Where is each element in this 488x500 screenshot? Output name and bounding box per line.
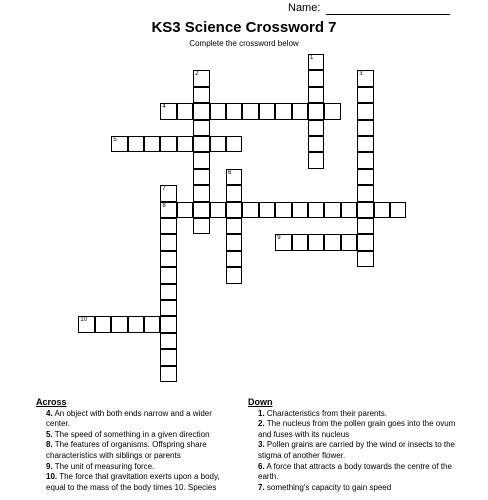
grid-cell[interactable] (324, 103, 340, 119)
grid-cell[interactable] (308, 152, 324, 168)
grid-cell[interactable] (357, 87, 373, 103)
clue-down-2: 2. The nucleus from the pollen grain goes into the ovum and fuses with its nucleus (258, 419, 456, 439)
grid-cell[interactable] (226, 234, 242, 250)
clue-down-3: 3. Pollen grains are carried by the wind or insects to the stigma of another flower. (258, 440, 456, 460)
page-title: KS3 Science Crossword 7 (151, 19, 337, 36)
page-subtitle: Complete the crossword below (189, 39, 299, 48)
grid-cell[interactable] (160, 234, 176, 250)
grid-cell[interactable] (193, 218, 209, 234)
clue-down-1: 1. Characteristics from their parents. (258, 408, 387, 418)
grid-cell[interactable] (226, 185, 242, 201)
clue-across-5: 5. The speed of something in a given direction (46, 429, 210, 439)
grid-cell[interactable] (160, 202, 176, 218)
cell-number: 7 (162, 186, 166, 193)
grid-cell[interactable] (160, 300, 176, 316)
grid-cell[interactable] (357, 136, 373, 152)
grid-cell[interactable] (242, 103, 258, 119)
grid-cell[interactable] (242, 202, 258, 218)
cell-number: 2 (195, 71, 199, 78)
grid-cell[interactable] (226, 218, 242, 234)
grid-cell[interactable] (292, 202, 308, 218)
cell-number: 9 (277, 235, 281, 242)
grid-cell[interactable] (160, 349, 176, 365)
grid-cell[interactable] (193, 169, 209, 185)
grid-cell[interactable] (308, 234, 324, 250)
clue-across-4: 4. An object with both ends narrow and a wider center. (46, 408, 212, 429)
grid-cell[interactable] (193, 70, 209, 86)
grid-cell[interactable] (177, 103, 193, 119)
cell-number: 8 (162, 202, 166, 209)
grid-cell[interactable] (128, 316, 144, 332)
grid-cell[interactable] (160, 316, 176, 332)
cell-number: 4 (162, 104, 166, 111)
grid-cell[interactable] (341, 202, 357, 218)
grid-cell[interactable] (357, 103, 373, 119)
grid-cell[interactable] (226, 267, 242, 283)
grid-cell[interactable] (226, 103, 242, 119)
grid-cell[interactable] (128, 136, 144, 152)
grid-cell[interactable] (357, 185, 373, 201)
grid-cell[interactable] (357, 120, 373, 136)
name-label: Name: (288, 2, 321, 14)
cell-number: 6 (228, 169, 232, 176)
grid-cell[interactable] (177, 202, 193, 218)
grid-cell[interactable] (193, 103, 209, 119)
grid-cell[interactable] (160, 185, 176, 201)
grid-cell[interactable] (193, 87, 209, 103)
grid-cell[interactable] (111, 136, 127, 152)
cell-number: 10 (80, 317, 88, 324)
grid-cell[interactable] (259, 202, 275, 218)
grid-cell[interactable] (95, 316, 111, 332)
grid-cell[interactable] (226, 169, 242, 185)
grid-cell[interactable] (111, 316, 127, 332)
clue-down-7: 7. something's capacity to gain speed (258, 482, 392, 492)
grid-cell[interactable] (160, 251, 176, 267)
grid-cell[interactable] (308, 136, 324, 152)
grid-cell[interactable] (308, 54, 324, 70)
name-input-line[interactable] (326, 14, 450, 15)
grid-cell[interactable] (357, 234, 373, 250)
grid-cell[interactable] (144, 316, 160, 332)
grid-cell[interactable] (324, 202, 340, 218)
cell-number: 1 (310, 55, 314, 61)
grid-cell[interactable] (357, 202, 373, 218)
cell-number: 5 (113, 137, 117, 143)
grid-cell[interactable] (193, 120, 209, 136)
grid-cell[interactable] (357, 218, 373, 234)
grid-cell[interactable] (160, 136, 176, 152)
grid-cell[interactable] (374, 202, 390, 218)
grid-cell[interactable] (160, 218, 176, 234)
clue-across-10: 10. The force that gravitation exerts upon a body, equal to the mass of the body times 10. Species (46, 472, 220, 492)
down-clues (248, 397, 456, 493)
grid-cell[interactable] (308, 103, 324, 119)
grid-cell[interactable] (292, 103, 308, 119)
grid-cell[interactable] (78, 316, 94, 332)
grid-cell[interactable] (259, 103, 275, 119)
grid-cell[interactable] (144, 136, 160, 152)
grid-cell[interactable] (160, 284, 176, 300)
grid-cell[interactable] (210, 202, 226, 218)
grid-cell[interactable] (160, 103, 176, 119)
clue-across-9: 9. The unit of measuring force. (46, 461, 155, 471)
grid-cell[interactable] (210, 136, 226, 152)
grid-cell[interactable] (226, 251, 242, 267)
grid-cell[interactable] (193, 136, 209, 152)
grid-cell[interactable] (308, 202, 324, 218)
grid-cell[interactable] (324, 234, 340, 250)
across-clues (36, 397, 236, 493)
grid-cell[interactable] (308, 87, 324, 103)
grid-cell[interactable] (160, 333, 176, 349)
grid-cell[interactable] (357, 152, 373, 168)
across-heading: Across (36, 397, 67, 407)
grid-cell[interactable] (177, 136, 193, 152)
cell-number: 3 (359, 71, 363, 78)
grid-cell[interactable] (226, 136, 242, 152)
clue-across-8: 8. The features of organisms. Offspring share characteristics with siblings or parents (46, 440, 207, 460)
grid-cell[interactable] (226, 202, 242, 218)
grid-cell[interactable] (275, 202, 291, 218)
grid-cell[interactable] (193, 152, 209, 168)
grid-cell[interactable] (275, 103, 291, 119)
grid-cell[interactable] (292, 234, 308, 250)
down-heading: Down (248, 397, 273, 407)
grid-cell[interactable] (390, 202, 406, 218)
grid-cell[interactable] (357, 70, 373, 86)
clue-down-6: 6. A force that attracts a body towards the centre of the earth. (258, 461, 452, 482)
grid-cell[interactable] (308, 120, 324, 136)
grid-cell[interactable] (210, 103, 226, 119)
grid-cell[interactable] (193, 185, 209, 201)
grid-cell[interactable] (308, 70, 324, 86)
grid-cell[interactable] (357, 251, 373, 267)
grid-cell[interactable] (341, 234, 357, 250)
grid-cell[interactable] (160, 366, 176, 382)
grid-cell[interactable] (275, 234, 291, 250)
grid-cell[interactable] (357, 169, 373, 185)
grid-cell[interactable] (193, 202, 209, 218)
grid-cell[interactable] (160, 267, 176, 283)
